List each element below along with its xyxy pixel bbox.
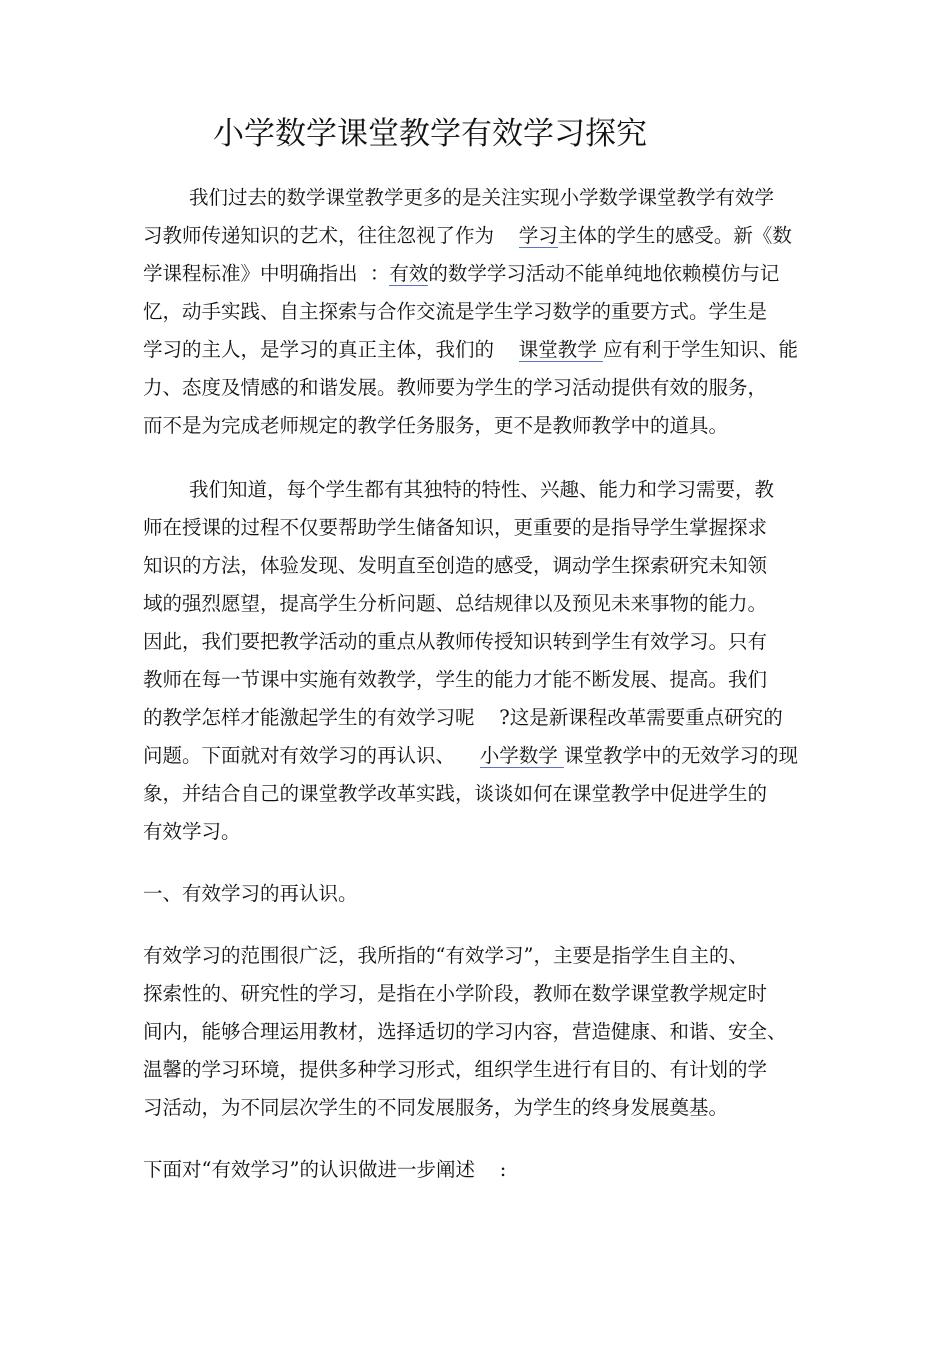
text-line	[143, 741, 798, 771]
text-segment: 学习的主人，是学习的真正主体，我们的	[143, 338, 519, 361]
text-segment: 有效学习的范围很广泛，我所指的“有效学习”，主要是指学生自主的、	[143, 944, 748, 967]
text-segment: 的教学怎样才能激起学生的有效学习呢 ?这是新课程改革需要重点研究的	[143, 706, 783, 729]
text-segment: 一、有效学习的再认识。	[143, 882, 358, 905]
text-line	[143, 1055, 767, 1085]
text-line	[143, 551, 767, 581]
text-segment: 力、态度及情感的和谐发展。教师要为学生的学习活动提供有效的服务，	[143, 376, 768, 399]
page-title: 小学数学课堂教学有效学习探究	[213, 116, 647, 152]
text-segment: 忆，动手实践、自主探索与合作交流是学生学习数学的重要方式。学生是	[143, 300, 768, 323]
text-segment: 应有利于学生知识、能	[603, 338, 799, 361]
text-segment: 习活动，为不同层次学生的不同发展服务，为学生的终身发展奠基。	[143, 1096, 729, 1119]
text-segment: 知识的方法，体验发现、发明直至创造的感受，调动学生探索研究未知领	[143, 554, 768, 577]
text-line	[143, 1017, 787, 1047]
text-segment: 间内，能够合理运用教材，选择适切的学习内容，营造健康、和谐、安全、	[143, 1020, 787, 1043]
text-line	[143, 221, 792, 251]
text-line	[189, 183, 774, 213]
text-segment: 课堂教学中的无效学习的现	[564, 744, 799, 767]
text-segment: 而不是为完成老师规定的教学任务服务，更不是教师教学中的道具。	[143, 414, 729, 437]
text-line	[143, 941, 748, 971]
text-line	[143, 1093, 728, 1123]
text-segment: 有效学习。	[143, 820, 241, 843]
text-segment: 我们知道，每个学生都有其独特的特性、兴趣、能力和学习需要，教	[189, 478, 775, 501]
text-segment: 的数学学习活动不能单纯地依赖模仿与记	[428, 262, 780, 285]
text-segment: 象，并结合自己的课堂教学改革实践，谈谈如何在课堂教学中促进学生的	[143, 782, 768, 805]
text-line	[143, 879, 358, 909]
keyword-link[interactable]: 有效	[389, 262, 429, 285]
text-line	[143, 589, 767, 619]
text-line	[143, 297, 767, 327]
text-line	[143, 373, 767, 403]
text-segment: 探索性的、研究性的学习，是指在小学阶段，教师在数学课堂教学规定时	[143, 982, 768, 1005]
text-line	[143, 779, 767, 809]
text-segment: 域的强烈愿望，提高学生分析问题、总结规律以及预见未来事物的能力。	[143, 592, 768, 615]
text-line	[143, 817, 241, 847]
text-line	[143, 979, 767, 1009]
text-segment: 因此，我们要把教学活动的重点从教师传授知识转到学生有效学习。只有	[143, 630, 768, 653]
text-segment: 下面对“有效学习”的认识做进一步阐述 :	[143, 1158, 507, 1181]
text-line	[143, 513, 767, 543]
text-line	[143, 1155, 506, 1185]
text-segment: 问题。下面就对有效学习的再认识、	[143, 744, 480, 767]
text-segment: 师在授课的过程不仅要帮助学生储备知识，更重要的是指导学生掌握探求	[143, 516, 768, 539]
text-line	[143, 703, 783, 733]
text-segment: 温馨的学习环境，提供多种学习形式，组织学生进行有目的、有计划的学	[143, 1058, 768, 1081]
text-segment: 主体的学生的感受。新《数	[557, 224, 792, 247]
text-line	[143, 259, 779, 289]
text-segment: 习教师传递知识的艺术，往往忽视了作为	[143, 224, 519, 247]
text-segment: 学课程标准》中明确指出 ：	[143, 262, 390, 285]
keyword-link[interactable]: 小学数学	[479, 744, 564, 767]
text-line	[143, 335, 798, 365]
text-line	[189, 475, 774, 505]
keyword-link[interactable]: 课堂教学	[518, 338, 603, 361]
text-line	[143, 411, 728, 441]
text-line	[143, 665, 767, 695]
text-segment: 我们过去的数学课堂教学更多的是关注实现小学数学课堂教学有效学	[189, 186, 775, 209]
text-line	[143, 627, 767, 657]
keyword-link[interactable]: 学习	[518, 224, 558, 247]
text-segment: 教师在每一节课中实施有效教学，学生的能力才能不断发展、提高。我们	[143, 668, 768, 691]
